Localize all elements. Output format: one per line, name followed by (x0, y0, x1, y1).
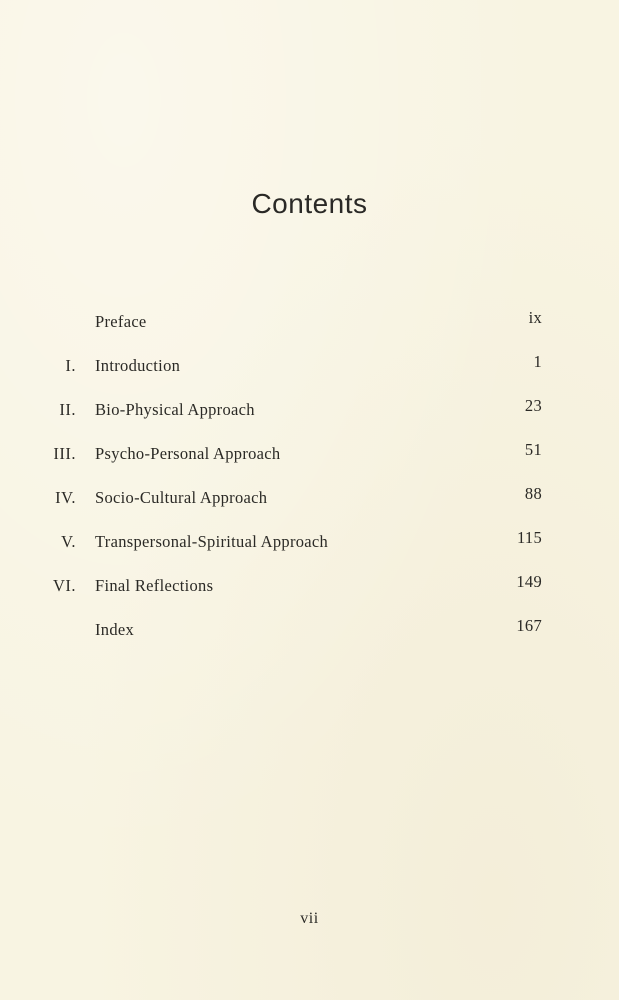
toc-entry-transpersonal-spiritual (0, 528, 619, 576)
toc-entry-preface (0, 308, 619, 356)
chapter-title: Psycho-Personal Approach (95, 444, 281, 463)
page-number: ix (528, 308, 542, 327)
toc-entry-introduction (0, 352, 619, 400)
chapter-number: I. (65, 356, 76, 375)
page-number: 149 (516, 572, 542, 591)
chapter-title: Preface (95, 312, 147, 331)
chapter-title: Socio-Cultural Approach (95, 488, 268, 507)
chapter-title: Index (95, 620, 135, 639)
page-number: 88 (524, 484, 542, 503)
chapter-number: III. (53, 444, 76, 463)
page-number: 115 (516, 528, 542, 547)
chapter-number: VI. (52, 576, 76, 595)
chapter-title: Bio-Physical Approach (95, 400, 255, 419)
page-number: 23 (524, 396, 542, 415)
toc-entry-socio-cultural (0, 484, 619, 532)
toc-entry-index (0, 616, 619, 664)
chapter-title: Introduction (95, 356, 181, 375)
chapter-number: IV. (55, 488, 76, 507)
chapter-number: V. (61, 532, 76, 551)
page-title: Contents (251, 188, 368, 219)
toc-entry-bio-physical (0, 396, 619, 444)
toc-entry-final-reflections (0, 572, 619, 620)
page-number: 1 (533, 352, 542, 371)
table-of-contents (0, 308, 619, 664)
page-number: 167 (516, 616, 542, 635)
chapter-title: Transpersonal-Spiritual Approach (95, 532, 329, 551)
folio-page-number: vii (300, 910, 319, 927)
page-number: 51 (524, 440, 542, 459)
toc-entry-psycho-personal (0, 440, 619, 488)
chapter-title: Final Reflections (95, 576, 214, 595)
chapter-number: II. (59, 400, 76, 419)
